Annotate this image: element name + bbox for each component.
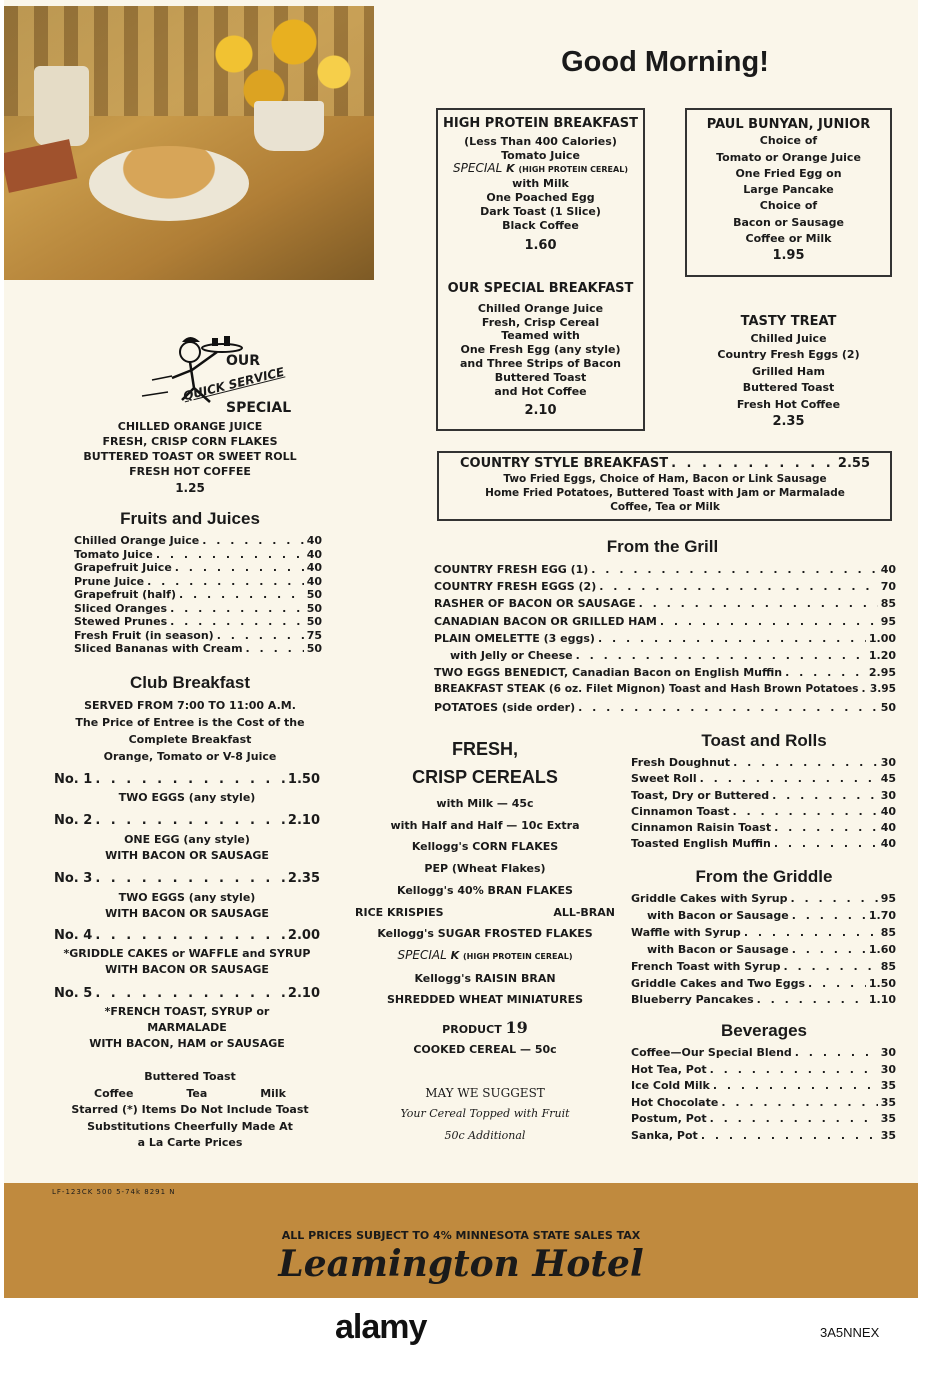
grill-item: with Jelly or Cheese . . . 1.20 bbox=[434, 647, 896, 664]
club-footer bbox=[40, 1069, 340, 1152]
sales-tax-note: ALL PRICES SUBJECT TO 4% MINNESOTA STATE SALES TAX bbox=[281, 1229, 641, 1242]
toast-item: Fresh Doughnut . . . 30 bbox=[631, 755, 896, 771]
club-intro-line: Orange, Tomato or V-8 Juice bbox=[103, 750, 277, 763]
paul-bunyan-title: PAUL BUNYAN, JUNIOR bbox=[706, 117, 871, 132]
club-no-4 bbox=[54, 928, 320, 978]
fruit-item: Tomato Juice . . . 40 bbox=[74, 548, 322, 562]
tasty-treat: TASTY TREAT Chilled Juice Country Fresh Eggs (2) Grilled Ham Buttered Toast Fresh Hot Coffee 2.35 bbox=[687, 314, 890, 431]
qs-item: CHILLED ORANGE JUICE bbox=[117, 420, 263, 433]
grill-item: BREAKFAST STEAK (6 oz. Filet Mignon) Toast and Hash Brown Potatoes . . . 3.95 bbox=[434, 681, 896, 698]
cereal-item: Kellogg's RAISIN BRAN bbox=[414, 971, 556, 985]
grill-list bbox=[434, 561, 896, 716]
grill-item: COUNTRY FRESH EGG (1) . . . 40 bbox=[434, 561, 896, 578]
toast-list bbox=[631, 755, 896, 853]
cereal-product-19: PRODUCT 19 bbox=[442, 1018, 528, 1038]
quick-service-special: SPECIAL bbox=[226, 400, 292, 416]
our-special-breakfast: OUR SPECIAL BREAKFAST Chilled Orange Juice Fresh, Crisp Cereal Teamed with One Fresh Egg (any style) and Three Strips of Bacon Buttered Toast and Hot Coffee 2.10 bbox=[438, 282, 643, 418]
club-title: Club Breakfast bbox=[130, 673, 250, 692]
cereal-special: SPECIAL K (HIGH PROTEIN CEREAL) bbox=[397, 947, 573, 962]
beverage-item: Ice Cold Milk . . . 35 bbox=[631, 1078, 896, 1095]
suggest-heading: MAY WE SUGGEST bbox=[425, 1086, 545, 1100]
toast-item: Cinnamon Raisin Toast . . . 40 bbox=[631, 820, 896, 836]
griddle-item: with Bacon or Sausage . . . 1.60 bbox=[631, 942, 896, 959]
qs-item: BUTTERED TOAST OR SWEET ROLL bbox=[83, 450, 297, 463]
toast-item: Sweet Roll . . . 45 bbox=[631, 771, 896, 787]
hotel-name: Leamington Hotel bbox=[278, 1243, 644, 1285]
cereal-item: PEP (Wheat Flakes) bbox=[424, 862, 546, 876]
cereal-item: Kellogg's CORN FLAKES bbox=[411, 840, 559, 854]
club-item-desc: ONE EGG (any style) WITH BACON OR SAUSAGE bbox=[105, 833, 269, 862]
fruit-item: Grapefruit Juice . . . 40 bbox=[74, 561, 322, 575]
qs-item: FRESH HOT COFFEE bbox=[129, 465, 251, 478]
griddle-item: French Toast with Syrup . . . 85 bbox=[631, 959, 896, 976]
club-drinks: Coffee Tea Milk bbox=[94, 1086, 286, 1100]
high-protein-title: HIGH PROTEIN BREAKFAST bbox=[443, 116, 638, 131]
beverages-list bbox=[631, 1045, 896, 1144]
griddle-item: with Bacon or Sausage . . . 1.70 bbox=[631, 908, 896, 925]
image-id: 3A5NNEX bbox=[820, 1325, 880, 1340]
breakfast-photo bbox=[4, 6, 374, 280]
paul-bunyan-price: 1.95 bbox=[772, 248, 805, 264]
grill-item: PLAIN OMELETTE (3 eggs) . . . 1.00 bbox=[434, 630, 896, 647]
suggest-line: 50c Additional bbox=[444, 1129, 526, 1142]
milk-pitcher bbox=[34, 66, 89, 146]
griddle-list bbox=[631, 891, 896, 1009]
beverage-item: Coffee—Our Special Blend . . . 30 bbox=[631, 1045, 896, 1062]
grill-item: CANADIAN BACON OR GRILLED HAM . . . 95 bbox=[434, 613, 896, 630]
club-item-desc: *FRENCH TOAST, SYRUP or MARMALADE WITH BACON, HAM or SAUSAGE bbox=[89, 1005, 285, 1050]
club-item-desc: TWO EGGS (any style) bbox=[118, 791, 256, 804]
griddle-item: Blueberry Pancakes . . . 1.10 bbox=[631, 992, 896, 1009]
griddle-item: Griddle Cakes and Two Eggs . . . 1.50 bbox=[631, 976, 896, 993]
footer-band bbox=[4, 1183, 918, 1298]
griddle-item: Waffle with Syrup . . . 85 bbox=[631, 925, 896, 942]
grill-item: COUNTRY FRESH EGGS (2) . . . 70 bbox=[434, 578, 896, 595]
fruit-item: Grapefruit (half) . . . 50 bbox=[74, 588, 322, 602]
beverage-item: Hot Chocolate . . . 35 bbox=[631, 1095, 896, 1112]
club-intro-line: The Price of Entree is the Cost of the bbox=[75, 716, 305, 729]
beverage-item: Hot Tea, Pot . . . 30 bbox=[631, 1062, 896, 1079]
cereal-suggest bbox=[365, 1083, 605, 1147]
toast-item: Toasted English Muffin . . . 40 bbox=[631, 836, 896, 852]
club-no-1 bbox=[54, 772, 320, 805]
cereals-title: FRESH, CRISP CEREALS bbox=[412, 739, 558, 787]
griddle-title: From the Griddle bbox=[695, 867, 833, 886]
qs-price: 1.25 bbox=[175, 481, 205, 495]
grill-item: POTATOES (side order) . . . 50 bbox=[434, 699, 896, 716]
fruit-item: Sliced Bananas with Cream . . . 50 bbox=[74, 642, 322, 656]
fruits-title: Fruits and Juices bbox=[120, 509, 260, 528]
fruit-item: Sliced Oranges . . . 50 bbox=[74, 602, 322, 616]
page-title: Good Morning! bbox=[561, 46, 769, 78]
tasty-treat-price: 2.35 bbox=[772, 414, 805, 429]
club-item-row: No. 3 . . . 2.35 bbox=[54, 871, 320, 887]
alamy-logo: alamy bbox=[335, 1308, 427, 1346]
club-no-2 bbox=[54, 813, 320, 864]
cereals-list bbox=[355, 793, 615, 1059]
cereal-item-pair: RICE KRISPIES ALL-BRAN bbox=[355, 905, 615, 919]
club-item-row: No. 2 . . . 2.10 bbox=[54, 813, 320, 829]
our-special-price: 2.10 bbox=[524, 403, 557, 419]
toast-item: Toast, Dry or Buttered . . . 30 bbox=[631, 788, 896, 804]
quick-service-our: OUR bbox=[226, 353, 261, 369]
club-item-desc: *GRIDDLE CAKES or WAFFLE and SYRUP WITH BACON OR SAUSAGE bbox=[63, 947, 311, 976]
country-style-breakfast bbox=[460, 456, 870, 514]
qs-item: FRESH, CRISP CORN FLAKES bbox=[102, 435, 278, 448]
paul-bunyan-junior: PAUL BUNYAN, JUNIOR Choice of Tomato or Orange Juice One Fried Egg on Large Pancake Choice of Bacon or Sausage Coffee or Milk 1.95 bbox=[687, 117, 890, 265]
tasty-treat-title: TASTY TREAT bbox=[740, 314, 837, 329]
club-note: Starred (*) Items Do Not Include Toast bbox=[71, 1103, 309, 1116]
fruit-item: Stewed Prunes . . . 50 bbox=[74, 615, 322, 629]
fruit-item: Prune Juice . . . 40 bbox=[74, 575, 322, 589]
quick-service-script: QUICK SERVICE bbox=[181, 364, 286, 404]
club-intro-line: SERVED FROM 7:00 TO 11:00 A.M. bbox=[84, 699, 296, 712]
club-intro-line: Complete Breakfast bbox=[128, 733, 252, 746]
toast-item: Cinnamon Toast . . . 40 bbox=[631, 804, 896, 820]
cereal-bowl bbox=[89, 146, 249, 221]
suggest-line: Your Cereal Topped with Fruit bbox=[400, 1107, 570, 1120]
beverage-item: Sanka, Pot . . . 35 bbox=[631, 1128, 896, 1145]
cereal-item: Kellogg's 40% BRAN FLAKES bbox=[397, 883, 573, 897]
buttered-toast: Buttered Toast bbox=[144, 1070, 236, 1083]
toast-title: Toast and Rolls bbox=[701, 731, 827, 750]
club-item-row: No. 4 . . . 2.00 bbox=[54, 928, 320, 944]
fruit-item: Fresh Fruit (in season) . . . 75 bbox=[74, 629, 322, 643]
club-item-row: No. 5 . . . 2.10 bbox=[54, 986, 320, 1002]
quick-service-items bbox=[40, 419, 340, 496]
cereal-cooked: COOKED CEREAL — 50c bbox=[413, 1042, 557, 1056]
club-note: a La Carte Prices bbox=[137, 1136, 243, 1149]
club-no-5 bbox=[54, 986, 320, 1052]
club-item-row: No. 1 . . . 1.50 bbox=[54, 772, 320, 788]
grill-title: From the Grill bbox=[606, 537, 719, 556]
beverages-title: Beverages bbox=[720, 1021, 807, 1040]
our-special-title: OUR SPECIAL BREAKFAST bbox=[447, 281, 634, 296]
cereal-item: SHREDDED WHEAT MINIATURES bbox=[386, 993, 584, 1007]
beverage-item: Postum, Pot . . . 35 bbox=[631, 1111, 896, 1128]
cereal-with-milk: with Milk — 45c bbox=[436, 797, 534, 810]
cereal-item: Kellogg's SUGAR FROSTED FLAKES bbox=[377, 927, 593, 941]
fruit-item: Chilled Orange Juice . . . 40 bbox=[74, 534, 322, 548]
toast bbox=[4, 139, 77, 193]
grill-item: TWO EGGS BENEDICT, Canadian Bacon on English Muffin . . . 2.95 bbox=[434, 664, 896, 681]
print-code: LF-123CK 500 5-74k 8291 N bbox=[52, 1188, 176, 1196]
country-desc: Two Fried Eggs, Choice of Ham, Bacon or Link Sausage Home Fried Potatoes, Buttered Toast with Jam or Marmalade Coffee, Tea or Milk bbox=[485, 473, 845, 513]
coffee-cup bbox=[254, 101, 324, 151]
club-note: Substitutions Cheerfully Made At bbox=[87, 1119, 293, 1133]
fruits-list bbox=[74, 534, 322, 656]
cereal-half-and-half: with Half and Half — 10c Extra bbox=[390, 818, 580, 832]
club-item-desc: TWO EGGS (any style) WITH BACON OR SAUSAGE bbox=[105, 891, 269, 920]
club-no-3 bbox=[54, 871, 320, 922]
grill-item: RASHER OF BACON OR SAUSAGE . . . 85 bbox=[434, 595, 896, 612]
high-protein-breakfast: HIGH PROTEIN BREAKFAST (Less Than 400 Calories) Tomato Juice SPECIAL K (HIGH PROTEIN CEREAL) with Milk One Poached Egg Dark Toast (1 Slice) Black Coffee 1.60 bbox=[438, 117, 643, 253]
griddle-item: Griddle Cakes with Syrup . . . 95 bbox=[631, 891, 896, 908]
watermark-strip bbox=[0, 1298, 930, 1390]
club-intro bbox=[40, 697, 340, 765]
country-title-row: COUNTRY STYLE BREAKFAST . . . 2.55 bbox=[460, 456, 870, 472]
high-protein-price: 1.60 bbox=[524, 238, 557, 254]
